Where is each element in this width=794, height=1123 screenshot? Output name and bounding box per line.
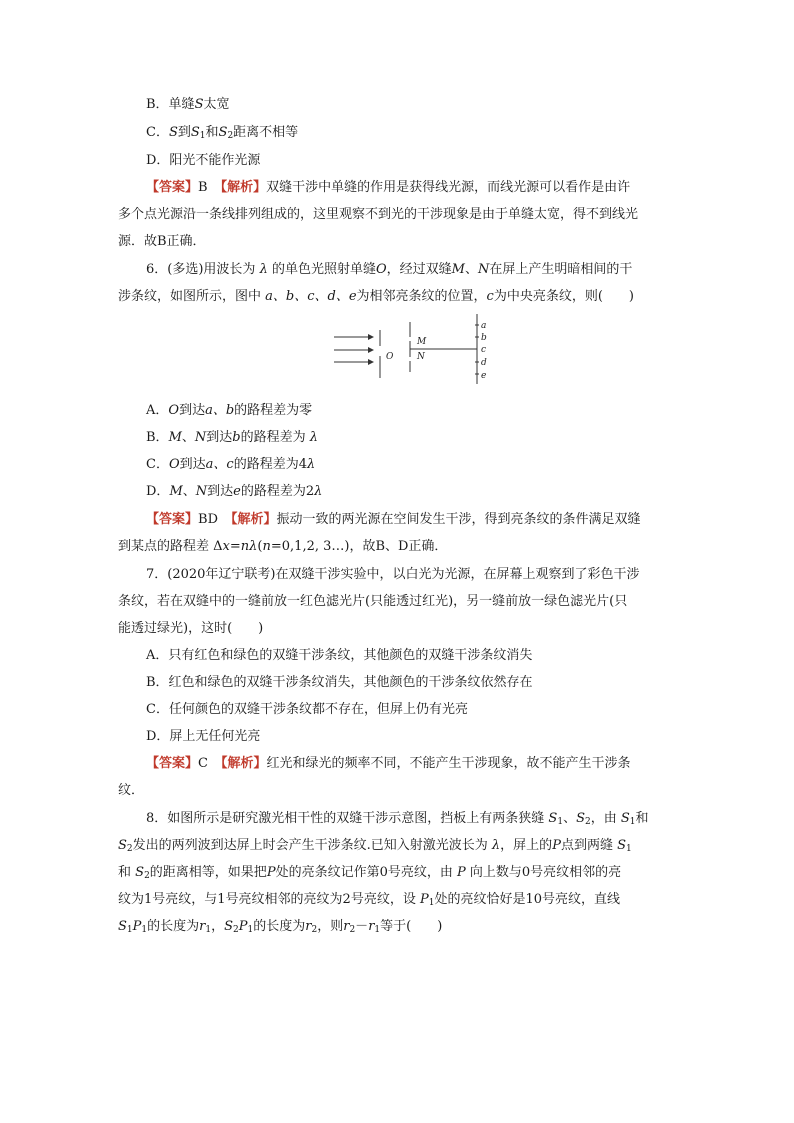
symbol: S bbox=[218, 125, 228, 140]
q7-option-c: C．任何颜色的双缝干涉条纹都不存在，但屏上仍有光亮 bbox=[146, 702, 468, 717]
q6-option-d: D．M、N到达e的路程差为2λ bbox=[146, 484, 323, 499]
symbol: O bbox=[375, 262, 387, 277]
stem-text: ，由 bbox=[590, 811, 617, 826]
stem-text: ，屏上的 bbox=[500, 838, 553, 853]
symbol: b bbox=[232, 430, 241, 445]
subscript: 2 bbox=[144, 871, 150, 881]
stem-text: 点到两缝 bbox=[560, 838, 613, 853]
option-text: 的路程差为零 bbox=[234, 403, 313, 418]
slit-label-o: O bbox=[386, 352, 394, 362]
q6-stem-line2 bbox=[118, 288, 684, 306]
subscript: 1 bbox=[247, 925, 254, 935]
explanation-text: 振动一致的两光源在空间发生干涉，得到亮条纹的条件满足双缝 bbox=[276, 512, 641, 527]
answer-tag: 【答案】 bbox=[146, 756, 199, 771]
symbol: M bbox=[168, 430, 182, 445]
subscript: 2 bbox=[584, 817, 591, 827]
stem-text: 处的亮纹恰好是10号亮纹，直线 bbox=[434, 892, 620, 907]
stem-text: 向上数与0号亮纹相邻的亮 bbox=[469, 865, 622, 880]
q6-option-a bbox=[146, 402, 712, 420]
answer-value: BD bbox=[198, 512, 218, 527]
stem-text: ， bbox=[211, 919, 225, 934]
symbol: O bbox=[168, 403, 180, 418]
q7-stem-line1: 7．(2020年辽宁联考)在双缝干涉实验中，以白光为光源，在屏幕上观察到了彩色干涉 bbox=[146, 567, 640, 582]
subscript: 1 bbox=[428, 898, 435, 908]
subscript: 1 bbox=[557, 817, 564, 827]
q7-stem-line3: 能透过绿光)，这时( ) bbox=[118, 621, 264, 636]
option-text: C． bbox=[146, 457, 169, 472]
arrowhead-icon bbox=[368, 359, 374, 365]
q5-option-d: D．阳光不能作光源 bbox=[146, 153, 261, 168]
q6-stem-line1 bbox=[146, 261, 712, 279]
slit-label-m: M bbox=[417, 337, 427, 347]
stem-text: 涉条纹，如图所示，图中 bbox=[118, 289, 262, 304]
q5-option-b bbox=[146, 96, 712, 114]
symbol: a、c bbox=[205, 457, 234, 472]
symbol: c bbox=[486, 289, 494, 304]
explanation-text: 红光和绿光的频率不同，不能产生干涉现象，故不能产生干涉条 bbox=[266, 756, 631, 771]
option-text: 的路程差为4 bbox=[233, 457, 307, 472]
option-text: 到 bbox=[177, 125, 191, 140]
symbol: S bbox=[168, 125, 178, 140]
option-text: 到达 bbox=[207, 484, 234, 499]
q5-explanation-line3: 源．故B正确． bbox=[118, 234, 206, 249]
explanation-text: =0,1,2, 3…)，故B、D正确． bbox=[270, 539, 448, 554]
q7-answer-line bbox=[146, 755, 712, 773]
symbol: S bbox=[224, 919, 234, 934]
q6-explanation-line2 bbox=[118, 538, 684, 556]
q5-explanation-line2: 多个点光源沿一条线排列组成的，这里观察不到光的干涉现象是由于单缝太宽，得不到线光 bbox=[118, 207, 639, 222]
answer-tag: 【答案】 bbox=[146, 512, 199, 527]
symbol: r bbox=[368, 919, 375, 934]
subscript: 2 bbox=[349, 925, 356, 935]
symbol: r bbox=[343, 919, 350, 934]
stem-text: 的长度为 bbox=[253, 919, 306, 934]
slit-label-n: N bbox=[417, 352, 425, 362]
explanation-tag: 【解析】 bbox=[231, 512, 277, 527]
q7-option-a: A．只有红色和绿色的双缝干涉条纹，其他颜色的双缝干涉条纹消失 bbox=[146, 648, 533, 663]
symbol: N bbox=[194, 430, 207, 445]
subscript: 1 bbox=[205, 925, 212, 935]
symbol: P bbox=[456, 865, 466, 880]
symbol: n bbox=[262, 539, 271, 554]
symbol: r bbox=[199, 919, 206, 934]
explanation-tag: 【解析】 bbox=[220, 756, 267, 771]
symbol: S bbox=[620, 811, 630, 826]
stem-text: 等于( ) bbox=[380, 919, 443, 934]
symbol: N bbox=[195, 484, 208, 499]
symbol: P bbox=[266, 865, 276, 880]
option-text: 到达 bbox=[206, 430, 233, 445]
stem-text: 、 bbox=[464, 262, 478, 277]
stem-text: 纹为1号亮纹，与1号亮纹相邻的亮纹为2号亮纹，设 bbox=[118, 892, 416, 907]
explanation-text: 双缝干涉中单缝的作用是获得线光源，而线光源可以看作是由许 bbox=[266, 180, 631, 195]
symbol: P bbox=[419, 892, 429, 907]
symbol: x bbox=[222, 539, 230, 554]
symbol: a、b bbox=[205, 403, 235, 418]
option-text: C． bbox=[146, 125, 169, 140]
subscript: 1 bbox=[126, 925, 133, 935]
q8-stem-line4 bbox=[118, 891, 684, 909]
q6-answer-line bbox=[146, 511, 712, 529]
stem-text: 为中央亮条纹，则( ) bbox=[493, 289, 634, 304]
stem-text: ，则 bbox=[317, 919, 344, 934]
option-text: 到达 bbox=[179, 403, 206, 418]
q7-stem-line2: 条纹，若在双缝中的一缝前放一红色滤光片(只能透过红光)，另一缝前放一绿色滤光片(只 bbox=[118, 594, 628, 609]
symbol: = bbox=[229, 539, 241, 554]
double-slit-diagram bbox=[332, 312, 502, 384]
subscript: 1 bbox=[629, 817, 636, 827]
q7-option-b: B．红色和绿色的双缝干涉条纹消失，其他颜色的干涉条纹依然存在 bbox=[146, 675, 533, 690]
symbol: S bbox=[576, 811, 585, 826]
fringe-label-d: d bbox=[481, 358, 487, 368]
stem-text: 在屏上产生明暗相间的干 bbox=[489, 262, 633, 277]
symbol: S bbox=[190, 125, 200, 140]
subscript: 1 bbox=[626, 844, 632, 854]
symbol: r bbox=[305, 919, 312, 934]
symbol: Δ bbox=[213, 539, 223, 554]
stem-text: 的单色光照射单缝 bbox=[271, 262, 376, 277]
option-text: 和 bbox=[205, 125, 219, 140]
symbol: e bbox=[233, 484, 241, 499]
option-text: A． bbox=[146, 403, 169, 418]
symbol: M bbox=[451, 262, 465, 277]
q6-option-c bbox=[146, 456, 712, 474]
arrowhead-icon bbox=[368, 334, 374, 340]
q8-stem-line1: 8．如图所示是研究激光相干性的双缝干涉示意图，挡板上有两条狭缝 $S_1$、$S_2$，由 $S_1$和 bbox=[146, 811, 649, 827]
symbol: λ bbox=[259, 262, 268, 277]
stem-text: 和 bbox=[635, 811, 649, 826]
q7-explanation-line2: 纹． bbox=[118, 783, 145, 798]
fringe-label-c: c bbox=[481, 345, 487, 355]
q8-stem-line3 bbox=[118, 864, 684, 882]
q5-answer-line bbox=[146, 179, 712, 197]
stem-text: 和 bbox=[118, 865, 132, 880]
option-text: B．单缝 bbox=[146, 97, 195, 112]
symbol: S bbox=[194, 97, 204, 112]
subscript: 1 bbox=[199, 131, 206, 141]
arrowhead-icon bbox=[368, 347, 374, 353]
option-text: 的路程差为 bbox=[240, 430, 306, 445]
symbol: S bbox=[118, 838, 127, 853]
symbol: λ bbox=[309, 430, 319, 445]
symbol: S bbox=[135, 865, 145, 880]
symbol: O bbox=[168, 457, 180, 472]
stem-text: 处的亮条纹记作第0号亮纹，由 bbox=[275, 865, 453, 880]
subscript: 2 bbox=[311, 925, 318, 935]
q8-stem-line5 bbox=[118, 918, 684, 936]
subscript: 2 bbox=[126, 844, 133, 854]
answer-value: C bbox=[198, 756, 208, 771]
symbol: － bbox=[355, 919, 369, 934]
symbol: S bbox=[617, 838, 626, 853]
q8-stem-line2 bbox=[118, 837, 684, 855]
answer-tag: 【答案】 bbox=[146, 180, 199, 195]
symbol: P bbox=[238, 919, 248, 934]
q5-option-c bbox=[146, 124, 712, 142]
q7-option-d: D．屏上无任何光亮 bbox=[146, 729, 261, 744]
subscript: 2 bbox=[227, 131, 234, 141]
stem-text: 发出的两列波到达屏上时会产生干涉条纹.已知入射激光波长为 bbox=[132, 838, 488, 853]
symbol: a、b、c、d、e bbox=[265, 289, 357, 304]
symbol: P bbox=[132, 919, 142, 934]
stem-text: 8．如图所示是研究激光相干性的双缝干涉示意图，挡板上有两条狭缝 bbox=[146, 811, 545, 826]
option-text: 太宽 bbox=[203, 97, 230, 112]
subscript: 1 bbox=[374, 925, 381, 935]
symbol: n bbox=[240, 539, 250, 554]
symbol: N bbox=[477, 262, 490, 277]
q6-option-b: B．M、N到达b的路程差为 λ bbox=[146, 430, 319, 445]
explanation-tag: 【解析】 bbox=[220, 180, 267, 195]
symbol: λ bbox=[249, 539, 258, 554]
fringe-label-e: e bbox=[481, 371, 487, 381]
option-text: 的路程差为2 bbox=[240, 484, 315, 499]
option-text: D． bbox=[146, 484, 170, 499]
stem-text: 为相邻亮条纹的位置， bbox=[356, 289, 487, 304]
stem-text: 6．(多选)用波长为 bbox=[146, 262, 256, 277]
symbol: λ bbox=[491, 838, 501, 853]
fringe-label-b: b bbox=[481, 333, 487, 343]
symbol: λ bbox=[306, 457, 316, 472]
symbol: M bbox=[169, 484, 183, 499]
stem-text: 的距离相等，如果把 bbox=[149, 865, 267, 880]
option-text: 到达 bbox=[179, 457, 206, 472]
fringe-label-a: a bbox=[481, 321, 487, 331]
stem-text: ，经过双缝 bbox=[386, 262, 452, 277]
symbol: S bbox=[548, 811, 558, 826]
symbol: λ bbox=[314, 484, 323, 499]
symbol: S bbox=[118, 919, 127, 934]
option-text: B． bbox=[146, 430, 169, 445]
subscript: 1 bbox=[141, 925, 148, 935]
answer-value: B bbox=[198, 180, 208, 195]
explanation-text: ( bbox=[257, 539, 263, 554]
explanation-text: 到某点的路程差 bbox=[118, 539, 210, 554]
subscript: 2 bbox=[233, 925, 239, 935]
option-text: 距离不相等 bbox=[233, 125, 299, 140]
stem-text: 的长度为 bbox=[147, 919, 200, 934]
symbol: P bbox=[552, 838, 561, 853]
